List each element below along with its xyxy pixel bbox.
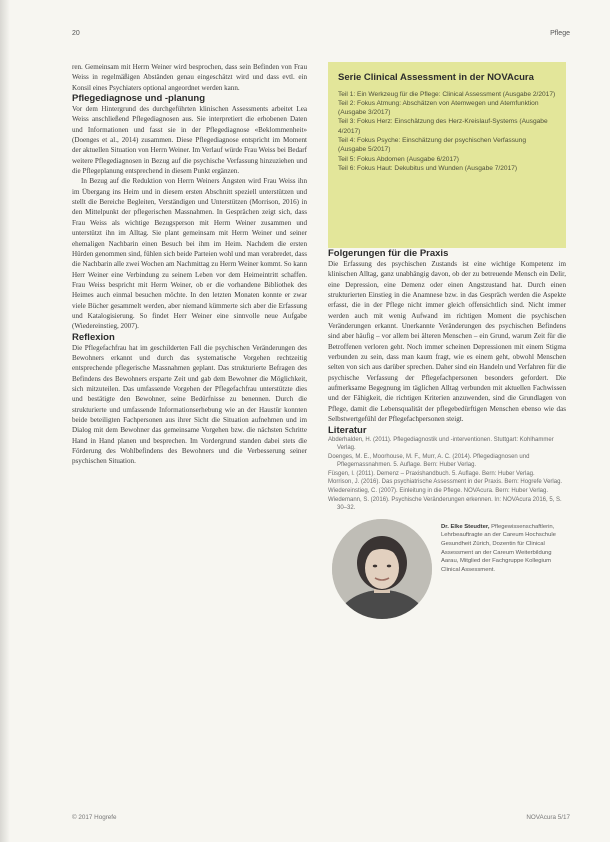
literature-entry: Doenges, M. E., Moorhouse, M. F., Murr, A. C. (2014). Pflegediagnosen und Pflegemassnahmen. 5. Auflage. Bern: Huber Verlag. — [328, 453, 530, 469]
literature-entry: Füsgen, I. (2011). Demenz – Praxishandbuch. 5. Auflage. Bern: Huber Verlag. — [328, 470, 535, 477]
pflege-paragraph-2: In Bezug auf die Reduktion von Herrn Weiners Ängsten wird Frau Weiss ihn im Übergang ins Heim und in diesem ersten Abschnitt speziell unterstützen und stellt die Bereiche Begleiten, Verständigen und Unterstützen (Morrison, 2016) in den Mittelpunkt der pflegerischen Massnahmen. In Gesprächen zeigt sich, dass Frau Weiss als wichtige Bezugsperson mit Herrn Weiner zusammen und unterstützt ihn im Alltag. Sie plant gemeinsam mit Herrn Weiner und seiner ehemaligen Nachbarin einen Besuch bei ihm im Heim. Nachdem die ersten Hürden genommen sind, fühlen sich beide Parteien wohl und man verabredet, dass die Nachbarin alle zwei Wochen am Nachmittag zu Herrn Weiner kommt. So kann Herr Weiner eine Verbindung zu seinem Leben vor dem Heimeintritt schaffen. Frau Weiss bespricht mit Herrn Weiner, ob er die vorhandene Bibliothek des Heimes auch einmal besuchen möchte. In den letzten Monaten konnte er zwar viele Bücher gesammelt werden, aber niemand kümmerte sich aber die Erfassung und Katalogisierung. So findet Herr Weiner eine sinnvolle neue Aufgabe (Wiedereinstieg, 2007). — [72, 177, 308, 331]
series-box — [328, 62, 566, 248]
series-item: Teil 1: Ein Werkzeug für die Pflege: Clinical Assessment (Ausgabe 2/2017) — [338, 90, 556, 98]
left-column — [72, 62, 307, 467]
heading-pflegediagnose: Pflegediagnose und -planung — [72, 93, 205, 105]
footer-issue: NOVAcura 5/17 — [526, 814, 570, 821]
series-item: Teil 6: Fokus Haut: Dekubitus und Wunden (Ausgabe 7/2017) — [338, 164, 518, 172]
literature-list — [328, 436, 566, 513]
series-title: Serie Clinical Assessment in der NOVAcura — [338, 72, 534, 83]
author-description: Pflegewissenschaftlerin, Lehrbeauftragte an der Careum Hochschule Gesundheit Zürich, Dozentin für Clinical Assessment an der Careum Weiterbildung Aarau, Mitglied der Fachgruppe Kollegium Clinical Assessment. — [441, 523, 556, 573]
footer-copyright: © 2017 Hogrefe — [72, 814, 117, 821]
literature-entry: Morrison, J. (2016). Das psychiatrische Assessment in der Praxis. Bern: Hogrefe Verlag. — [328, 479, 563, 486]
series-item: Teil 4: Fokus Psyche: Einschätzung der psychischen Verfassung (Ausgabe 5/2017) — [338, 136, 527, 154]
right-column — [328, 62, 566, 631]
heading-literatur: Literatur — [328, 424, 367, 436]
literature-entry: Wiedemann, S. (2016). Psychische Veränderungen erkennen. In: NOVAcura 2016, 5, S. 30–32. — [328, 496, 562, 512]
series-item: Teil 5: Fokus Abdomen (Ausgabe 6/2017) — [338, 155, 459, 163]
author-bio — [441, 523, 565, 575]
literature-entry: Abderhalden, H. (2011). Pflegediagnostik und -interventionen. Stuttgart: Kohlhammer Verlag. — [328, 436, 554, 452]
pflege-paragraph-1: Vor dem Hintergrund des durchgeführten klinischen Assessments arbeitet Lea Weiss anschließend Pflegediagnosen aus. Sie interpretiert die erhobenen Daten und Informationen und fasst sie in der Pflegediagnose «Beklommenheit» (Doenges et al., 2014) zusammen. Diese Pflegediagnose entspricht im Moment der aktuellen Situation von Herrn Weiner. Im Verlauf würde Frau Weiss bei Bedarf weitere Pflegediagnosen in Bezug auf die psychische Verfassung hinzuziehen und die Pflegeplanung entsprechend in diesem Punkt ergänzen. — [72, 105, 307, 176]
literature-entry: Wiedereinstieg, C. (2007). Einleitung in die Pflege. NOVAcura. Bern: Huber Verlag. — [328, 488, 549, 495]
scan-binding-shadow — [0, 0, 10, 842]
intro-paragraph: ren. Gemeinsam mit Herrn Weiner wird besprochen, dass sein Befinden von Frau Weiss in regelmäßigen Abständen genau eingeschätzt wird und dass evtl. ein Konsil eines Psychiaters optional angeordnet werden kann. — [72, 63, 307, 92]
heading-reflexion: Reflexion — [72, 331, 115, 343]
series-item: Teil 3: Fokus Herz: Einschätzung des Herz-Kreislauf-Systems (Ausgabe 4/2017) — [338, 118, 548, 135]
page-number: 20 — [72, 30, 80, 37]
reflexion-paragraph: Die Pflegefachfrau hat im geschilderten Fall die psychischen Veränderungen des Bewohners erkannt und durch das systematische Vorgehen rechtzeitig entsprechende pflegerische Massnahmen geplant. Das strukturierte Befragen des Befindens des Bewohners ersparte Zeit und gab dem Bewohner die Möglichkeit, sich mitzuteilen. Das umfassende Vorgehen der Pflegefachfrau unterstützte dies und bestätigte den Bewohner, seine Bedürfnisse zu benennen. Durch die strukturierte und umfassende Informationserhebung wie an der Haustür konnten beide beteiligten Fachpersonen aus ihrer Sicht die Situation aufnehmen und im Dialog mit dem Bewohner das gemeinsame Vorgehen bzw. die nächsten Schritte Hand in Hand planen und besprechen. Im Vordergrund standen dabei stets die Förderung des Wohlbefindens des Bewohners und die Verbesserung seiner psychischen Situation. — [72, 343, 307, 466]
author-photo — [332, 519, 432, 619]
author-box — [328, 519, 566, 631]
section-label: Pflege — [550, 30, 570, 37]
folgerungen-paragraph: Die Erfassung des psychischen Zustands ist eine wichtige Kompetenz im klinischen Alltag, ganz unabhängig davon, ob der zu betreuende Mensch ein Delir, eine Depression, eine Demenz oder einen Angstzustand hat. Durch einen strukturierten Einstieg in die Anamnese bzw. in das Gespräch werden die Aspekte erfasst, die in der Pflege nicht immer gleich offensichtlich sind. Nicht immer werden auch mit wenig Aufwand im richtigen Moment die psychischen Veränderungen erkannt. Unerkannte Veränderungen des psychischen Befindens sind aber häufig – vor allem bei älteren Menschen – ein Grund, warum Zeit für die Betroffenen verloren geht. Noch immer scheinen Depressionen mit einem Stigma verbunden zu sein, dass man kaum fragt, wie es einem geht, obwohl Menschen selten von sich aus darüber sprechen. Daher sind ein Handeln und Verfahren für die psychische Verfassung der Pflegefachpersonen besonders gefordert. Die aufmerksame Begegnung im täglichen Alltag verbunden mit aktuellen Fachwissen und der Fähigkeit, die richtigen Kriterien anzuwenden, sind die Grundlagen von Pflege, damit die Lebensqualität der pflegebedürftigen Menschen ebenso wie das Selbstwertgefühl der Pflegefachpersonen steigt. — [328, 260, 566, 424]
series-item: Teil 2: Fokus Atmung: Abschätzen von Atemwegen und Atemfunktion (Ausgabe 3/2017) — [338, 99, 539, 117]
heading-folgerungen: Folgerungen für die Praxis — [328, 248, 449, 259]
author-name: Dr. Elke Steudter, — [441, 523, 490, 530]
